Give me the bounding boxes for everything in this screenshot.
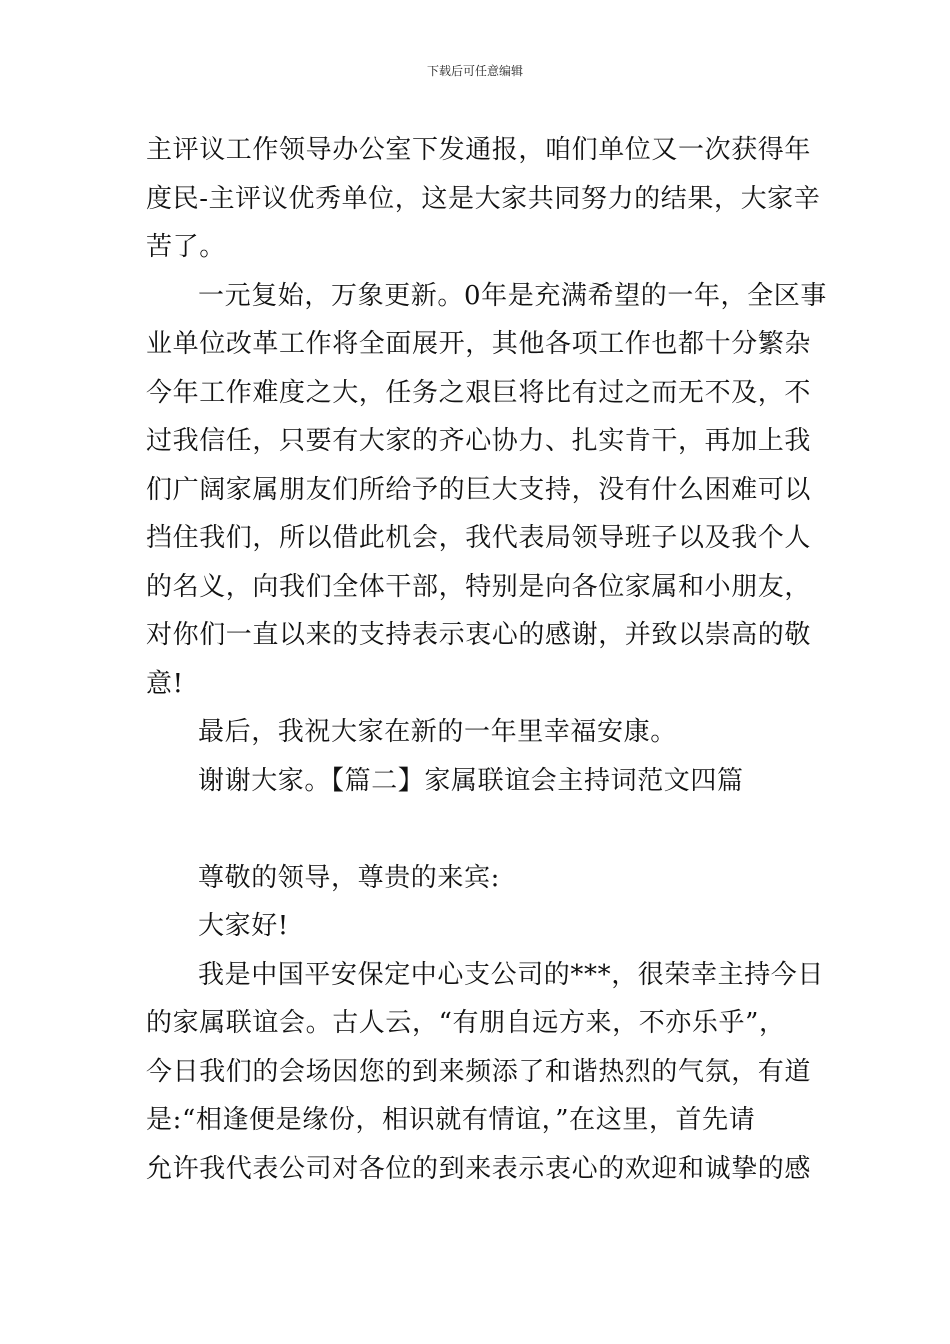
text-line: 今日我们的会场因您的到来频添了和谐热烈的气氛，有道	[146, 1056, 812, 1087]
text-line: 度民-主评议优秀单位，这是大家共同努力的结果，大家辛	[146, 183, 821, 214]
paragraph-start: 一元复始，万象更新。0年是充满希望的一年，全区事	[198, 280, 827, 311]
document-body	[146, 126, 827, 1193]
page-header: 下载后可任意编辑	[426, 64, 523, 78]
paragraph-start: 我是中国平安保定中心支公司的***，很荣幸主持今日	[198, 959, 825, 990]
section-heading-line: 谢谢大家。【篇二】家属联谊会主持词范文四篇	[198, 765, 744, 796]
text-line: 今年工作难度之大，任务之艰巨将比有过之而无不及，不	[146, 377, 812, 408]
text-line: 允许我代表公司对各位的到来表示衷心的欢迎和诚挚的感	[146, 1153, 812, 1184]
text-line: 们广阔家属朋友们所给予的巨大支持，没有什么困难可以	[146, 474, 812, 505]
text-line: 挡住我们，所以借此机会，我代表局领导班子以及我个人	[146, 523, 812, 553]
greeting: 大家好!	[198, 911, 289, 941]
blank-line	[146, 805, 806, 854]
text-line: 过我信任，只要有大家的齐心协力、扎实肯干，再加上我	[146, 426, 812, 456]
text-line: 主评议工作领导办公室下发通报，咱们单位又一次获得年	[146, 135, 812, 165]
text-line: 对你们一直以来的支持表示衷心的感谢，并致以崇高的敬	[146, 620, 812, 650]
salutation: 尊敬的领导，尊贵的来宾:	[198, 862, 500, 893]
paragraph-start: 最后，我祝大家在新的一年里幸福安康。	[198, 717, 677, 747]
text-line: 的家属联谊会。古人云，“有朋自远方来，不亦乐乎”，	[146, 1008, 786, 1038]
text-line: 业单位改革工作将全面展开，其他各项工作也都十分繁杂	[146, 329, 812, 359]
text-line: 苦了。	[146, 232, 226, 262]
text-line: 的名义，向我们全体干部，特别是向各位家属和小朋友，	[146, 571, 812, 602]
text-line: 是:“相逢便是缘份，相识就有情谊，”在这里，首先请	[146, 1105, 756, 1135]
text-line: 意!	[146, 668, 184, 699]
